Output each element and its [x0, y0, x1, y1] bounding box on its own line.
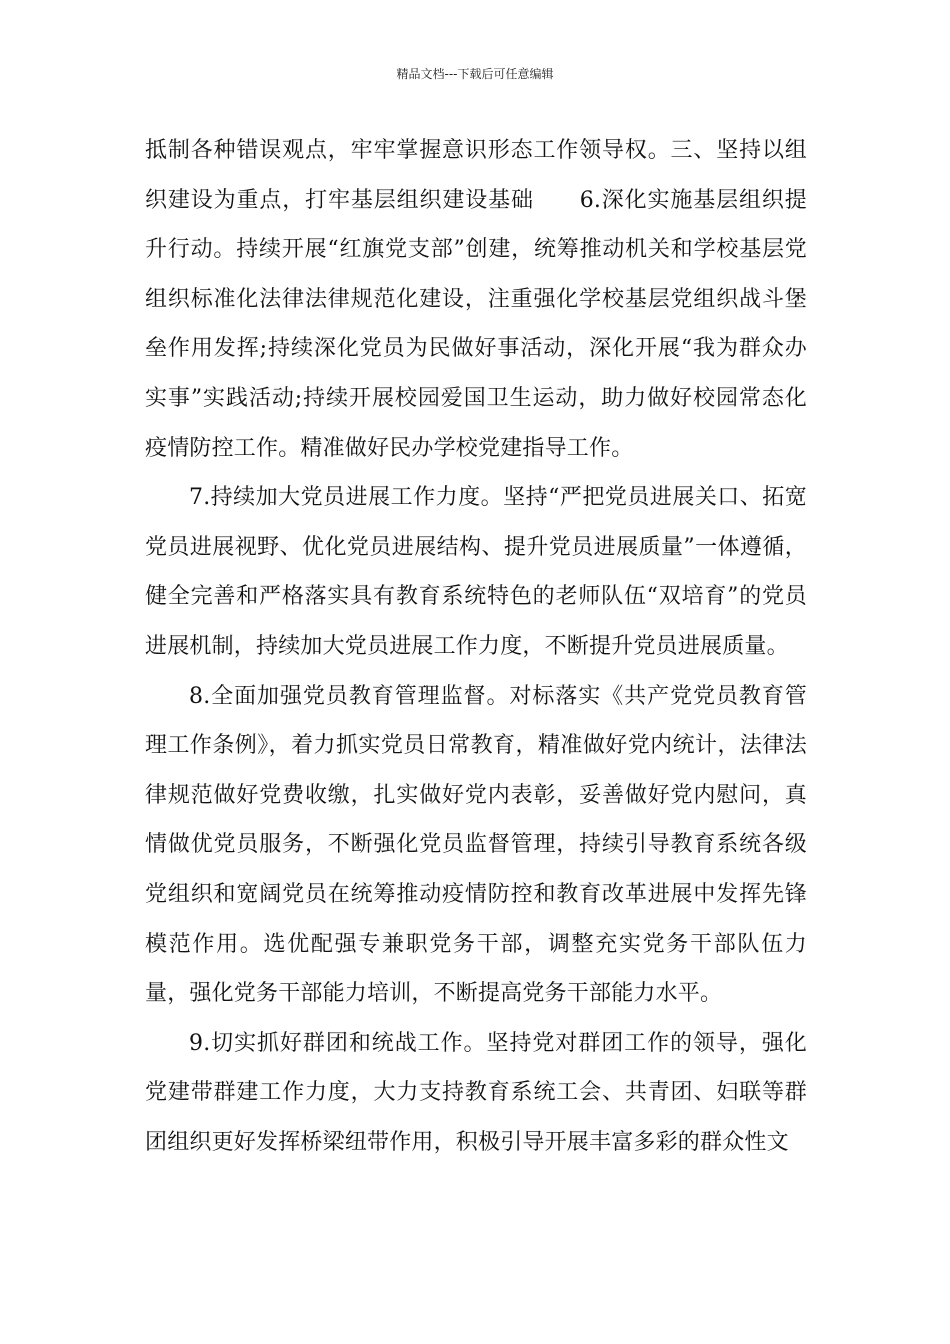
paragraph-item-9: 9.切实抓好群团和统战工作。坚持党对群团工作的领导，强化党建带群建工作力度，大力支持教育系统工会、共青团、妇联等群团组织更好发挥桥梁纽带作用，积极引导开展丰富多彩的群众性文: [145, 1030, 807, 1155]
page-header: 精品文档---下载后可任意编辑: [396, 67, 554, 81]
paragraph-item-8: 8.全面加强党员教育管理监督。对标落实《共产党党员教育管理工作条例》，着力抓实党员日常教育，精准做好党内统计，法律法律规范做好党费收缴，扎实做好党内表彰，妥善做好党内慰问，真情做优党员服务，不断强化党员监督管理，持续引导教育系统各级党组织和宽阔党员在统筹推动疫情防控和教育改革进展中发挥先锋模范作用。选优配强专兼职党务干部，调整充实党务干部队伍力量，强化党务干部能力培训，不断提高党务干部能力水平。: [145, 683, 807, 1007]
document-body: [145, 126, 807, 1167]
paragraph-continuation: 抵制各种错误观点，牢牢掌握意识形态工作领导权。三、坚持以组织建设为重点，打牢基层组织建设基础 6.深化实施基层组织提升行动。持续开展“红旗党支部”创建，统筹推动机关和学校基层党组织标准化法律法律规范化建设，注重强化学校基层党组织战斗堡垒作用发挥;持续深化党员为民做好事活动，深化开展“我为群众办实事”实践活动;持续开展校园爱国卫生运动，助力做好校园常态化疫情防控工作。精准做好民办学校党建指导工作。: [145, 138, 807, 461]
paragraph-item-7: 7.持续加大党员进展工作力度。坚持“严把党员进展关口、拓宽党员进展视野、优化党员进展结构、提升党员进展质量”一体遵循，健全完善和严格落实具有教育系统特色的老师队伍“双培育”的党员进展机制，持续加大党员进展工作力度，不断提升党员进展质量。: [145, 485, 807, 659]
